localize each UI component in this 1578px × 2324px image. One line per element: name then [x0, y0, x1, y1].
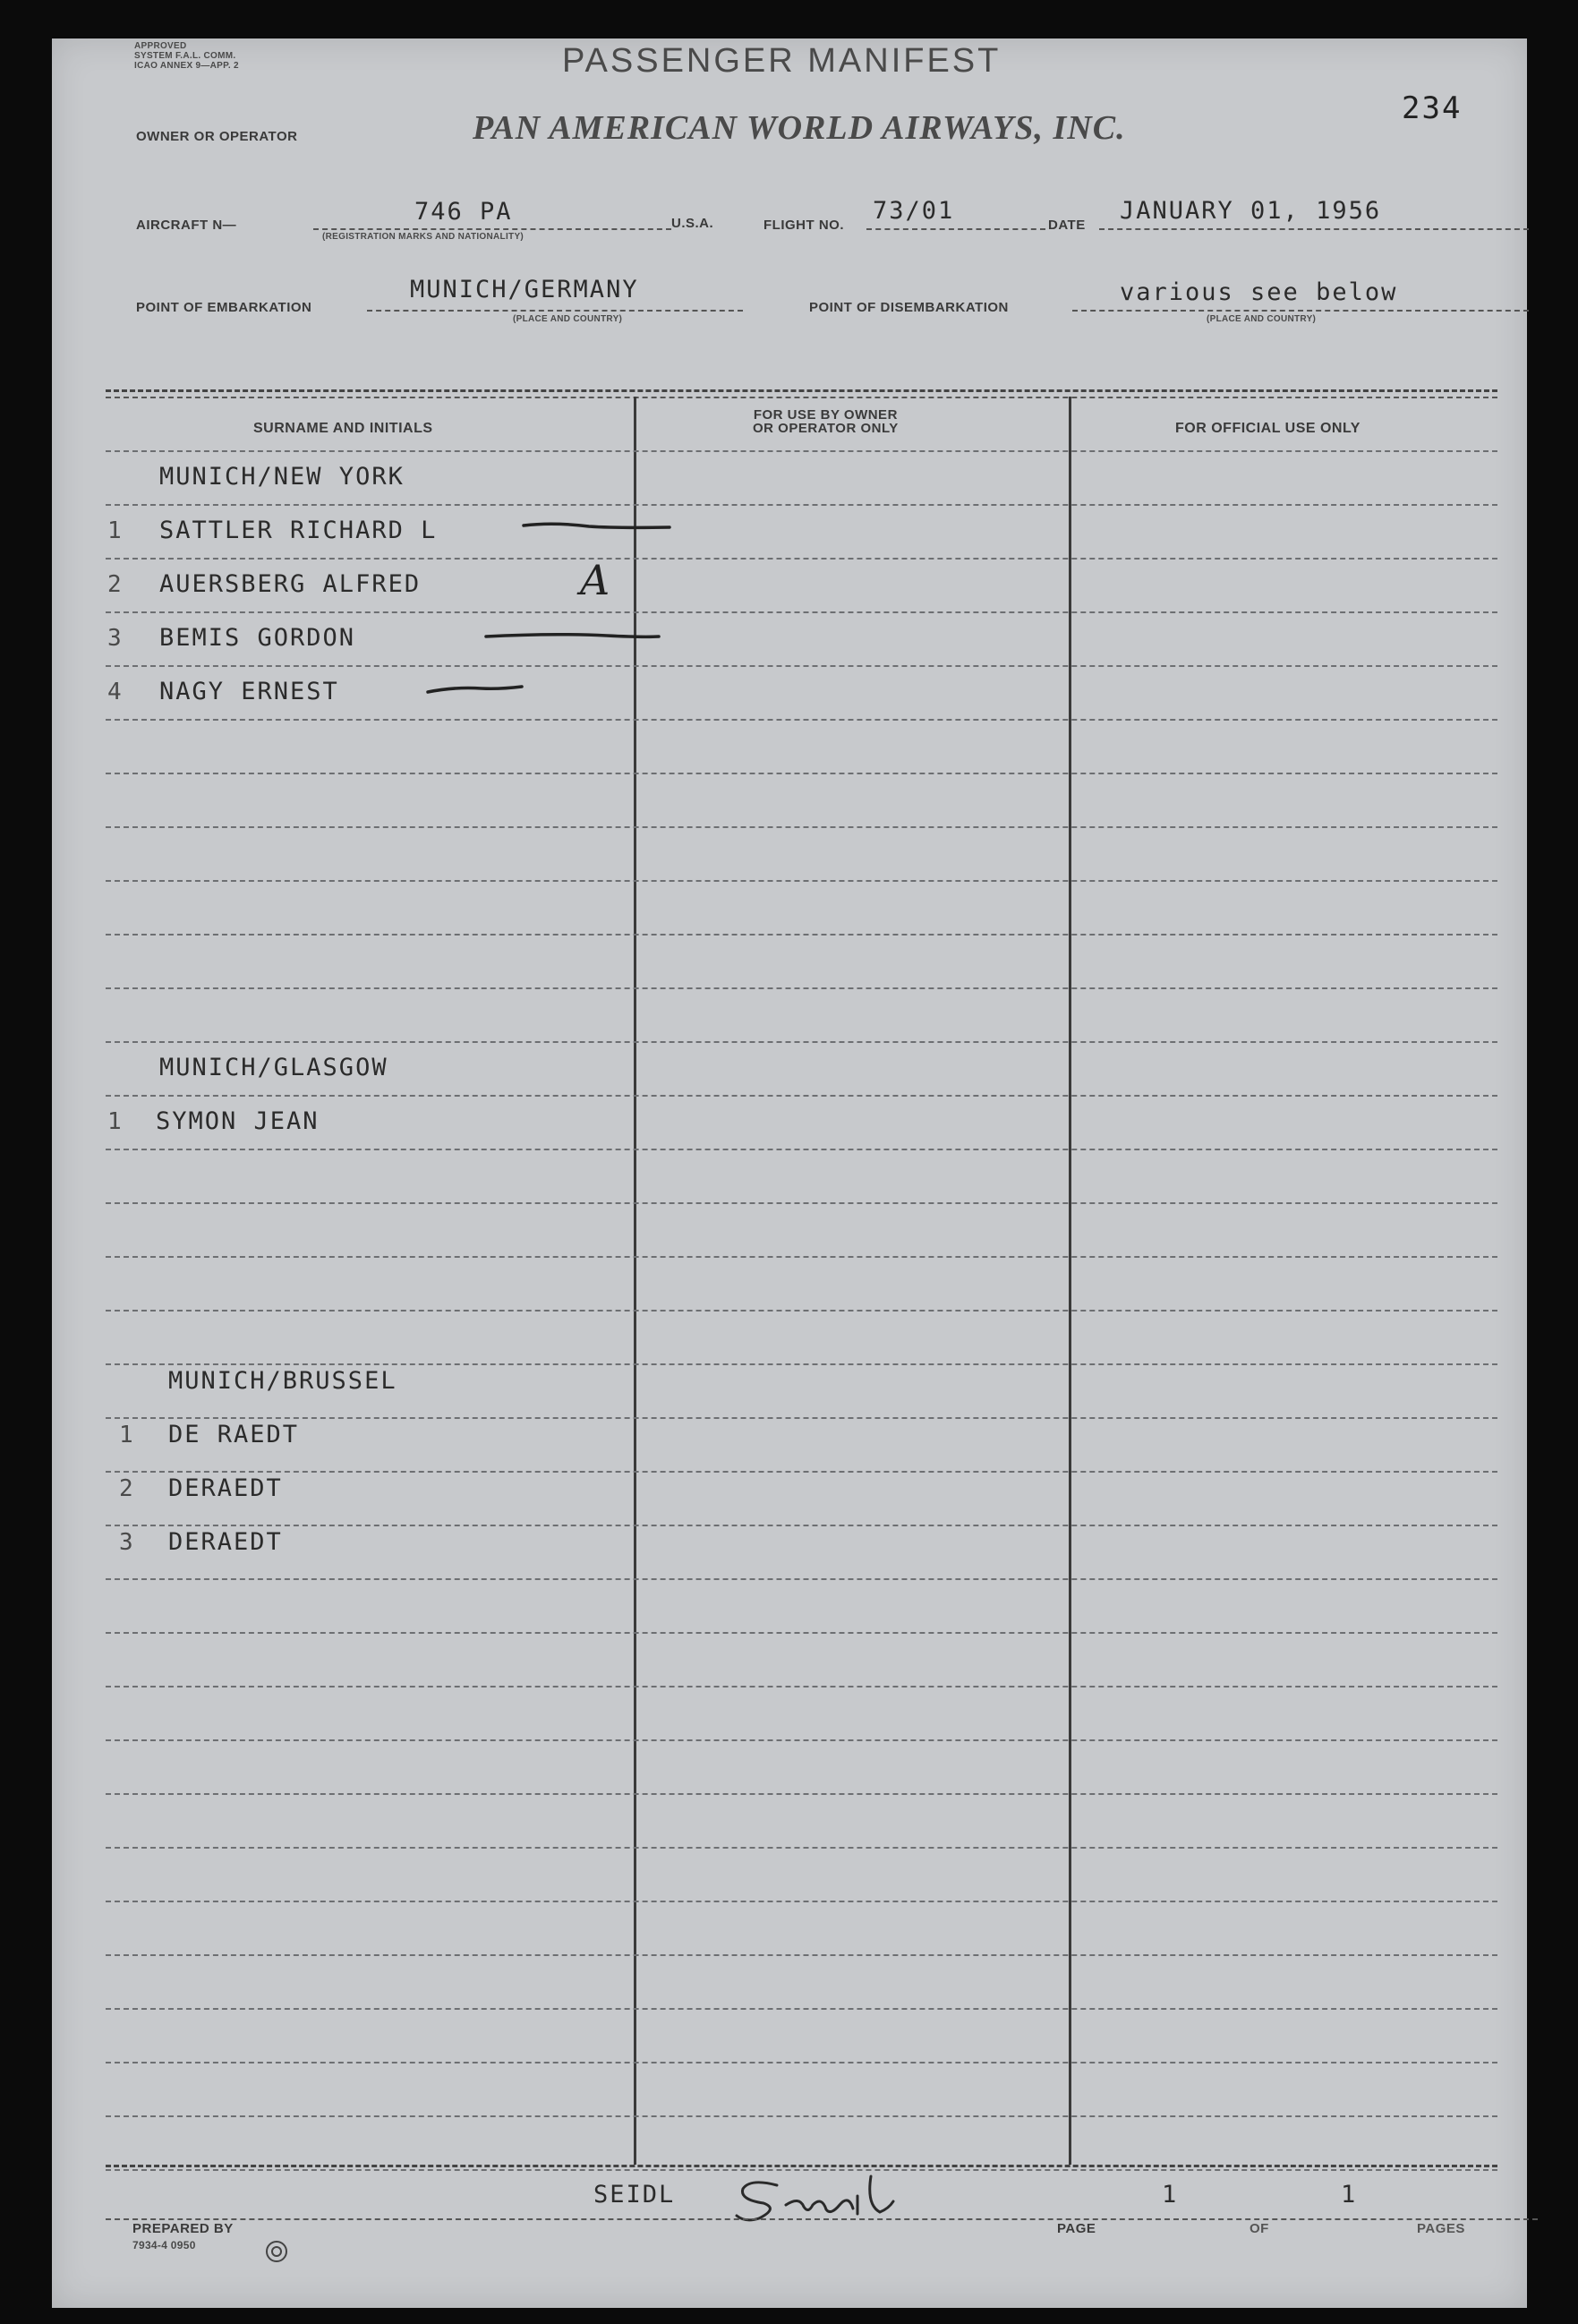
row-rule: [106, 611, 1497, 613]
passenger-name: DERAEDT: [168, 1528, 283, 1556]
row-rule: [106, 1525, 1497, 1526]
row-rule: [106, 2062, 1497, 2063]
row-rule: [106, 1471, 1497, 1473]
row-number: 2: [107, 571, 122, 598]
passenger-name: DE RAEDT: [168, 1421, 300, 1448]
row-number: 1: [119, 1422, 133, 1448]
page-label: PAGE: [1057, 2221, 1096, 2236]
row-rule: [106, 1954, 1497, 1956]
row-rule: [106, 1686, 1497, 1687]
check-marks: [52, 38, 53, 39]
aircraft-label: AIRCRAFT N—: [136, 218, 237, 233]
aircraft-value: 746 PA: [414, 198, 513, 226]
passenger-name: NAGY ERNEST: [159, 678, 339, 705]
form-code: 7934-4 0950: [132, 2239, 196, 2251]
prepared-by-label: PREPARED BY: [132, 2221, 234, 2236]
disembarkation-label: POINT OF DISEMBARKATION: [809, 300, 1009, 315]
row-rule: [106, 1202, 1497, 1204]
row-rule: [106, 558, 1497, 560]
passenger-name: BEMIS GORDON: [159, 624, 356, 652]
row-rule: [106, 1793, 1497, 1795]
row-rule: [106, 719, 1497, 721]
disembarkation-value: various see below: [1120, 278, 1398, 306]
row-rule: [106, 1632, 1497, 1634]
embarkation-label: POINT OF EMBARKATION: [136, 300, 312, 315]
row-number: 1: [107, 517, 122, 544]
row-rule: [106, 665, 1497, 667]
disembarkation-underline: [1072, 310, 1529, 312]
of-label: OF: [1250, 2221, 1269, 2236]
row-rule: [106, 450, 1497, 452]
pages-value: 1: [1341, 2181, 1358, 2209]
stamp-line: APPROVED: [134, 41, 187, 51]
row-rule: [106, 1041, 1497, 1043]
date-label: DATE: [1048, 218, 1086, 233]
row-rule: [106, 773, 1497, 774]
row-rule: [106, 2008, 1497, 2010]
row-rule: [106, 1739, 1497, 1741]
stamp-line: ICAO ANNEX 9—APP. 2: [134, 61, 239, 71]
passenger-name: SATTLER RICHARD L: [159, 517, 438, 544]
row-rule: [106, 826, 1497, 828]
footer-underline: [106, 2218, 1538, 2220]
owner-label: OWNER OR OPERATOR: [136, 129, 298, 144]
aircraft-underline: [313, 228, 671, 230]
preparer-signature: [723, 2169, 956, 2232]
registration-caption: (REGISTRATION MARKS AND NATIONALITY): [322, 232, 525, 242]
date-value: JANUARY 01, 1956: [1120, 197, 1382, 225]
usa-label: U.S.A.: [671, 216, 714, 231]
row-rule: [106, 504, 1497, 506]
row-rule: [106, 1310, 1497, 1312]
column-divider-1: [634, 397, 636, 2165]
page-value: 1: [1162, 2181, 1179, 2209]
row-rule: [106, 1578, 1497, 1580]
form-title: PASSENGER MANIFEST: [562, 42, 1002, 80]
col-owner-header: [753, 408, 899, 435]
flight-value: 73/01: [873, 197, 955, 225]
row-number: 2: [119, 1475, 133, 1502]
flight-underline: [866, 228, 1045, 230]
operator-name: PAN AMERICAN WORLD AIRWAYS, INC.: [473, 109, 1126, 147]
row-rule: [106, 987, 1497, 989]
table-bottom-rule: [106, 2165, 1497, 2167]
manifest-sheet: [52, 38, 1527, 2308]
pages-label: PAGES: [1417, 2221, 1465, 2236]
embarkation-underline: [367, 310, 743, 312]
handwritten-mark: A: [580, 556, 610, 604]
group-heading: MUNICH/GLASGOW: [159, 1054, 388, 1081]
approval-stamp: [134, 41, 239, 71]
row-rule: [106, 1149, 1497, 1150]
row-rule: [106, 880, 1497, 882]
row-rule: [106, 934, 1497, 936]
disembarkation-caption: (PLACE AND COUNTRY): [1207, 314, 1317, 324]
union-label-icon: [264, 2239, 289, 2264]
row-rule: [106, 1095, 1497, 1097]
passenger-name: DERAEDT: [168, 1474, 283, 1502]
row-rule: [106, 1363, 1497, 1365]
row-rule: [106, 1256, 1497, 1258]
column-divider-2: [1069, 397, 1071, 2165]
col-official-header: FOR OFFICIAL USE ONLY: [1175, 421, 1360, 436]
row-rule: [106, 1847, 1497, 1849]
col-owner-header-line: OR OPERATOR ONLY: [753, 421, 899, 436]
row-number: 3: [119, 1529, 133, 1556]
preparer-name: SEIDL: [593, 2181, 676, 2209]
group-heading: MUNICH/NEW YORK: [159, 463, 405, 491]
passenger-name: AUERSBERG ALFRED: [159, 570, 422, 598]
stamp-line: SYSTEM F.A.L. COMM.: [134, 51, 236, 61]
row-number: 4: [107, 679, 122, 705]
table-top-rule: [106, 389, 1497, 392]
row-rule: [106, 1417, 1497, 1419]
row-number: 3: [107, 625, 122, 652]
page-number-stamp: 234: [1402, 90, 1463, 126]
col-surname-header: SURNAME AND INITIALS: [253, 421, 433, 436]
embarkation-caption: (PLACE AND COUNTRY): [513, 314, 623, 324]
row-rule: [106, 2115, 1497, 2117]
table-top-rule-2: [106, 397, 1497, 398]
group-heading: MUNICH/BRUSSEL: [168, 1367, 397, 1395]
row-rule: [106, 1901, 1497, 1902]
passenger-name: SYMON JEAN: [156, 1107, 320, 1135]
row-number: 1: [107, 1108, 122, 1135]
date-underline: [1099, 228, 1529, 230]
flight-label: FLIGHT NO.: [763, 218, 844, 233]
col-owner-header-line: FOR USE BY OWNER: [753, 407, 898, 423]
embarkation-value: MUNICH/GERMANY: [410, 276, 639, 303]
